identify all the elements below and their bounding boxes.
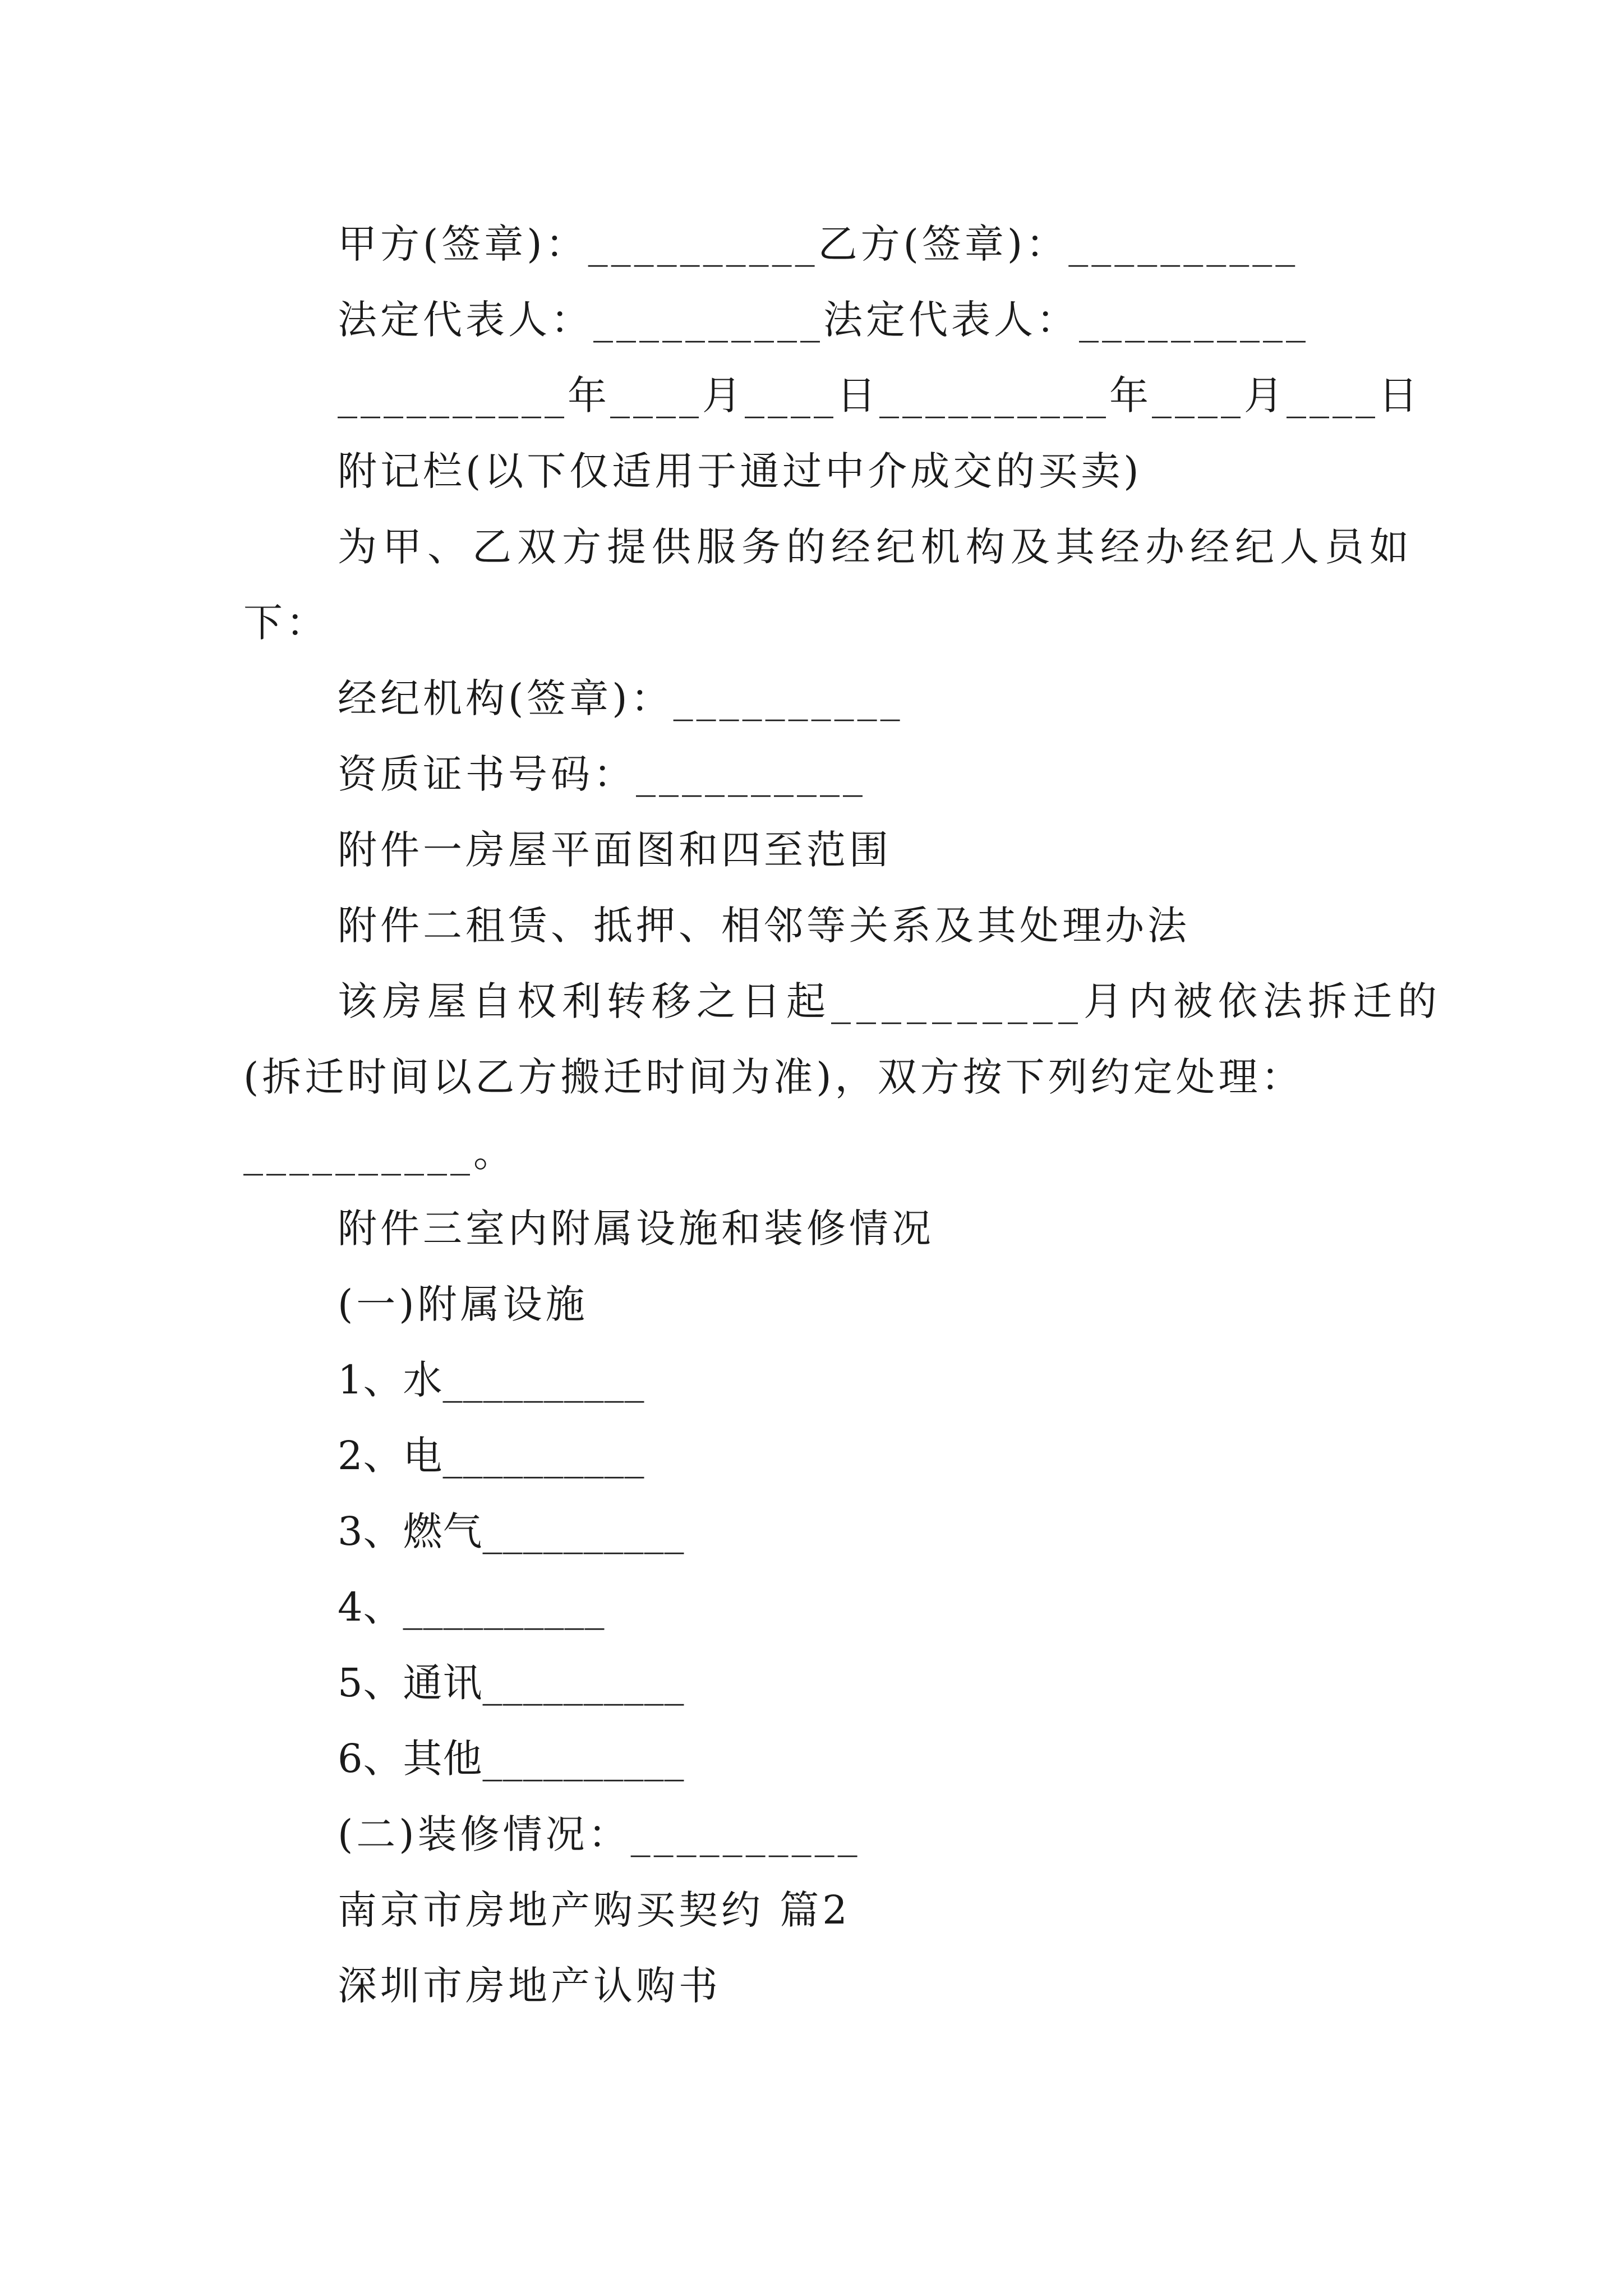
section-heading: (二)装修情况：__________ — [338, 1811, 861, 1857]
legal-representative-line: 法定代表人：__________法定代表人：__________ — [338, 297, 1309, 343]
paragraph-line: 为甲、乙双方提供服务的经纪机构及其经办经纪人员如 — [338, 524, 1414, 570]
facility-item: 6、其他__________ — [338, 1736, 685, 1782]
paragraph-line: (拆迁时间以乙方搬迁时间为准)，双方按下列约定处理： — [243, 1054, 1304, 1100]
certificate-number-line: 资质证书号码：__________ — [338, 751, 866, 797]
facility-item: 2、电__________ — [338, 1433, 645, 1479]
attachment-three-heading: 附件三室内附属设施和装修情况 — [338, 1205, 934, 1251]
facility-item: 1、水__________ — [338, 1357, 645, 1403]
agency-signature-line: 经纪机构(签章)：__________ — [338, 675, 903, 721]
facility-item: 3、燃气__________ — [338, 1508, 685, 1554]
facility-item: 5、通讯__________ — [338, 1660, 685, 1706]
paragraph-line: 下： — [243, 600, 329, 646]
attachment-one-heading: 附件一房屋平面图和四至范围 — [338, 827, 892, 873]
paragraph-line: 该房屋自权利转移之日起__________月内被依法拆迁的 — [338, 978, 1442, 1024]
paragraph-line: __________。 — [243, 1130, 516, 1176]
addendum-heading: 附记栏(以下仅适用于通过中介成交的买卖) — [338, 448, 1142, 494]
attachment-two-heading: 附件二租赁、抵押、相邻等关系及其处理办法 — [338, 903, 1190, 949]
facility-item: 4、__________ — [338, 1584, 605, 1630]
date-line: __________年____月____日__________年____月____日 — [338, 372, 1421, 418]
signature-party-line: 甲方(签章)：__________乙方(签章)：__________ — [338, 221, 1299, 267]
document-title: 南京市房地产购买契约 篇2 — [338, 1887, 851, 1933]
document-title: 深圳市房地产认购书 — [338, 1963, 721, 2009]
section-heading: (一)附属设施 — [338, 1281, 588, 1327]
